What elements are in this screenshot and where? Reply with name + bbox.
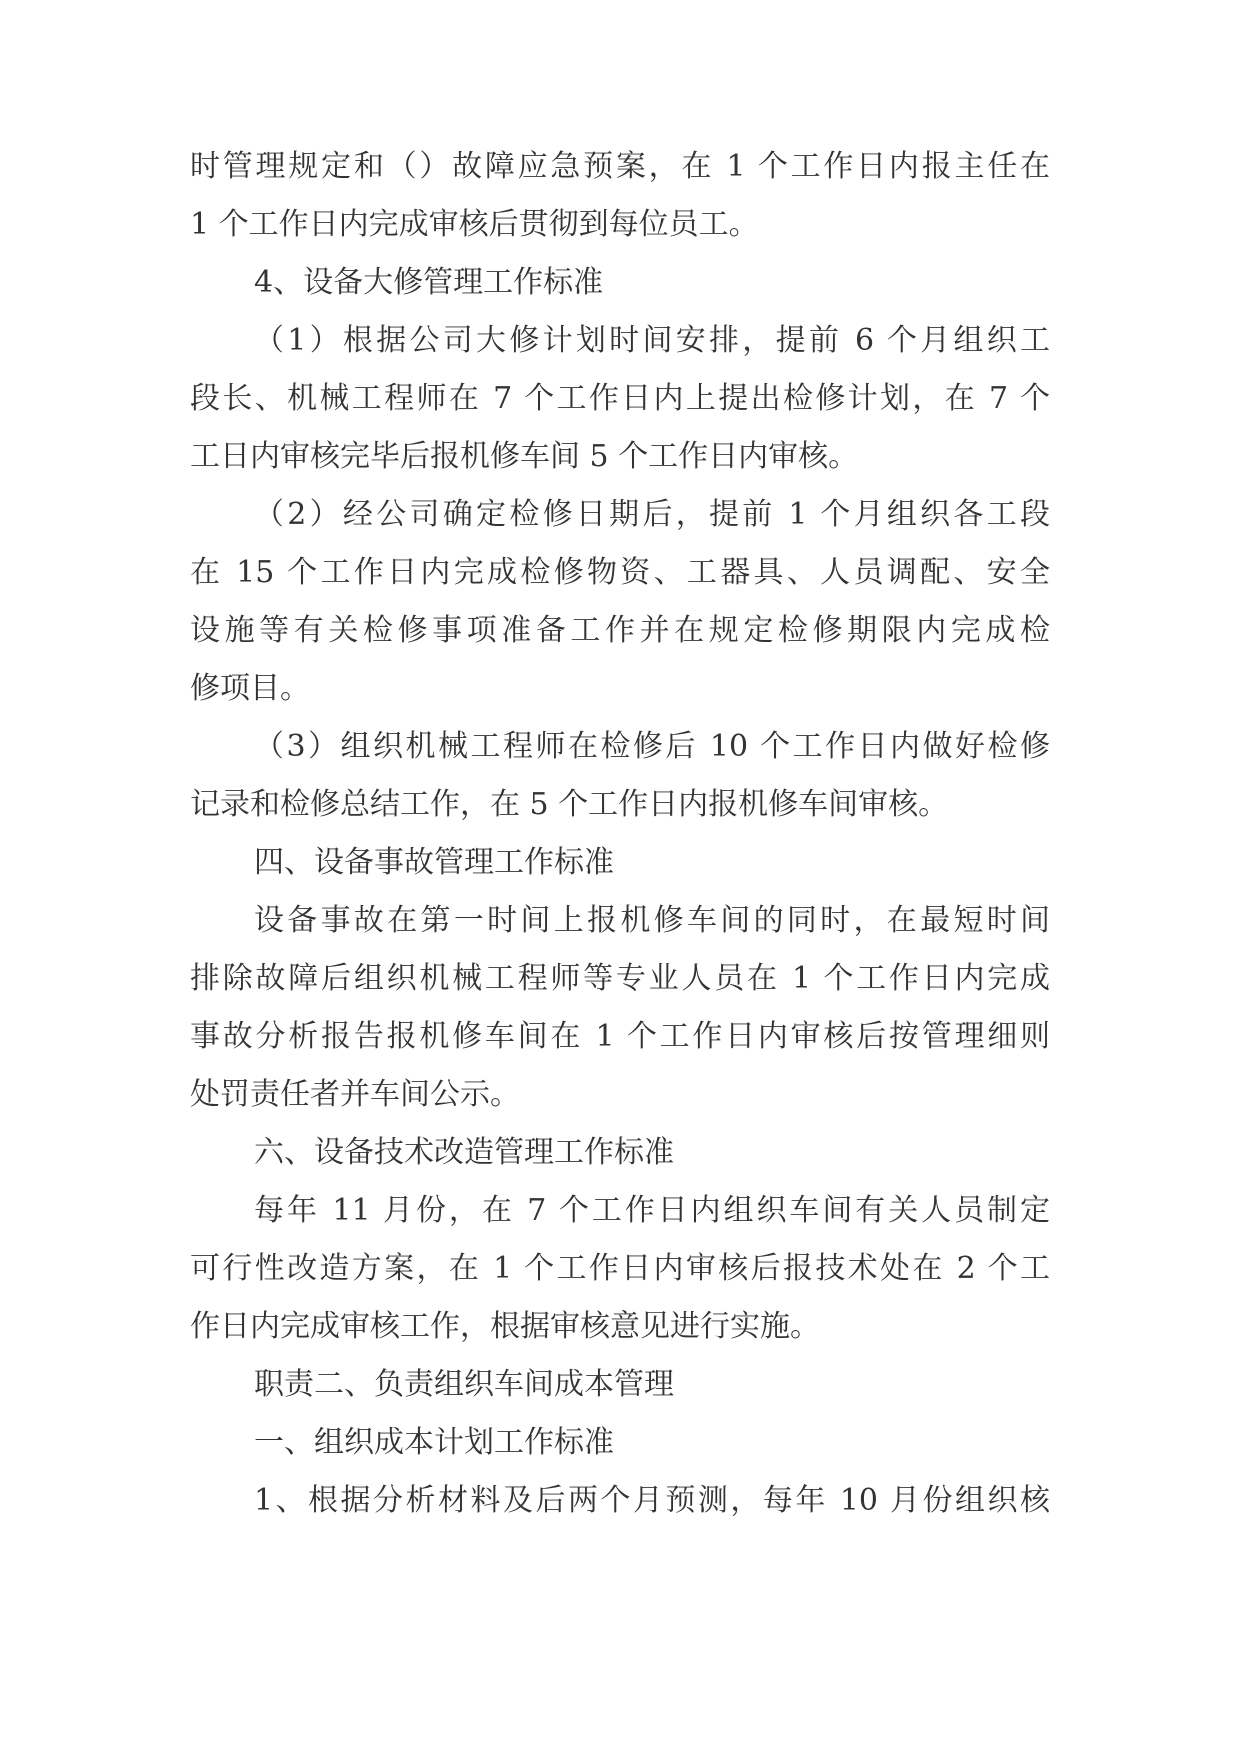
text-line: 可行性改造方案，在 1 个工作日内审核后报技术处在 2 个工 xyxy=(190,1251,1050,1286)
text-line: （1）根据公司大修计划时间安排，提前 6 个月组织工 xyxy=(254,323,1050,358)
text-line: 工日内审核完毕后报机修车间 5 个工作日内审核。 xyxy=(190,439,859,474)
section-heading: 一、组织成本计划工作标准 xyxy=(254,1425,614,1460)
text-line: 作日内完成审核工作，根据审核意见进行实施。 xyxy=(190,1309,820,1344)
section-heading: 职责二、负责组织车间成本管理 xyxy=(254,1367,674,1402)
text-line: 事故分析报告报机修车间在 1 个工作日内审核后按管理细则 xyxy=(190,1019,1050,1054)
text-line: 时管理规定和（）故障应急预案，在 1 个工作日内报主任在 xyxy=(190,149,1050,184)
text-line: 设施等有关检修事项准备工作并在规定检修期限内完成检 xyxy=(190,613,1050,648)
text-line: 排除故障后组织机械工程师等专业人员在 1 个工作日内完成 xyxy=(190,961,1050,996)
text-line: 每年 11 月份，在 7 个工作日内组织车间有关人员制定 xyxy=(254,1193,1050,1228)
text-line: （2）经公司确定检修日期后，提前 1 个月组织各工段 xyxy=(254,497,1050,532)
text-line: 在 15 个工作日内完成检修物资、工器具、人员调配、安全 xyxy=(190,555,1050,590)
text-line: 处罚责任者并车间公示。 xyxy=(190,1077,520,1112)
text-line: 段长、机械工程师在 7 个工作日内上提出检修计划，在 7 个 xyxy=(190,381,1050,416)
section-heading: 六、设备技术改造管理工作标准 xyxy=(254,1135,674,1170)
text-line: 1 个工作日内完成审核后贯彻到每位员工。 xyxy=(190,207,759,242)
text-line: 修项目。 xyxy=(190,671,310,706)
text-line: （3）组织机械工程师在检修后 10 个工作日内做好检修 xyxy=(254,729,1050,764)
text-line: 1、根据分析材料及后两个月预测，每年 10 月份组织核 xyxy=(254,1483,1050,1518)
text-line: 设备事故在第一时间上报机修车间的同时，在最短时间 xyxy=(254,903,1050,938)
text-line: 记录和检修总结工作，在 5 个工作日内报机修车间审核。 xyxy=(190,787,949,822)
section-heading: 四、设备事故管理工作标准 xyxy=(254,845,614,880)
section-heading: 4、设备大修管理工作标准 xyxy=(254,265,604,300)
